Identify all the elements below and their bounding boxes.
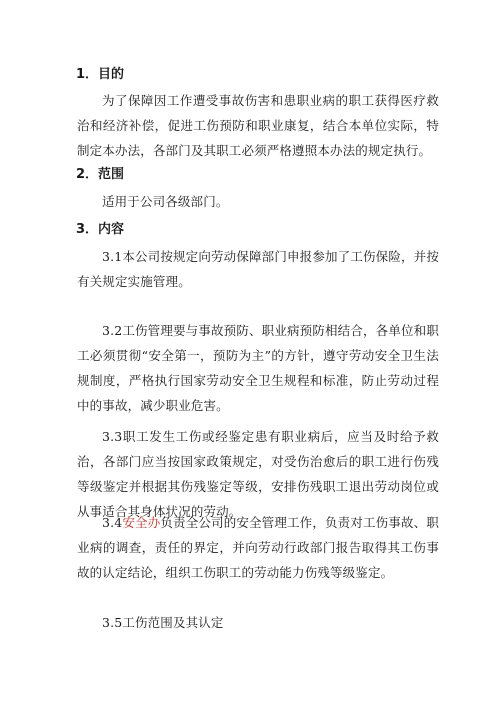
- clause-3-3: 3.3职工发生工伤或经鉴定患有职业病后，应当及时给予救治，各部门应当按国家政策规定，对受伤治愈后的职工进行伤残等级鉴定并根据其伤残鉴定等级，安排伤残职工退出劳动岗位或从事适合其身体状况的劳动。: [77, 429, 439, 519]
- clause-3-1: 3.1本公司按规定向劳动保障部门申报参加了工伤保险，并按有关规定实施管理。: [77, 249, 439, 289]
- paragraph-scope: 适用于公司各级部门。: [102, 194, 229, 209]
- clause-3-4-highlight: 安全办: [122, 515, 161, 530]
- clause-3-4-number: 3.4: [102, 515, 123, 530]
- clause-3-5: 3.5工伤范围及其认定: [102, 615, 224, 630]
- section-heading-content: 3．内容: [76, 222, 125, 237]
- clause-3-4-text: 负责全公司的安全管理工作，负责对工伤事故、职业病的调查，责任的界定，并向劳动行政部门报告取得其工伤事故的认定结论，组织工伤职工的劳动能力伤残等级鉴定。: [77, 515, 439, 580]
- section-heading-scope: 2．范围: [76, 167, 125, 182]
- section-heading-purpose: 1．目的: [76, 67, 125, 82]
- clause-3-4: [77, 510, 439, 585]
- paragraph-purpose: 为了保障因工作遭受事故伤害和患职业病的职工获得医疗救治和经济补偿，促进工伤预防和职业康复，结合本单位实际，特制定本办法，各部门及其职工必须严格遵照本办法的规定执行。: [77, 93, 439, 158]
- clause-3-2: 3.2工伤管理要与事故预防、职业病预防相结合，各单位和职工必须贯彻“安全第一，预防为主”的方针，遵守劳动安全卫生法规制度，严格执行国家劳动安全卫生规程和标准，防止劳动过程中的事故，减少职业危害。: [77, 323, 439, 413]
